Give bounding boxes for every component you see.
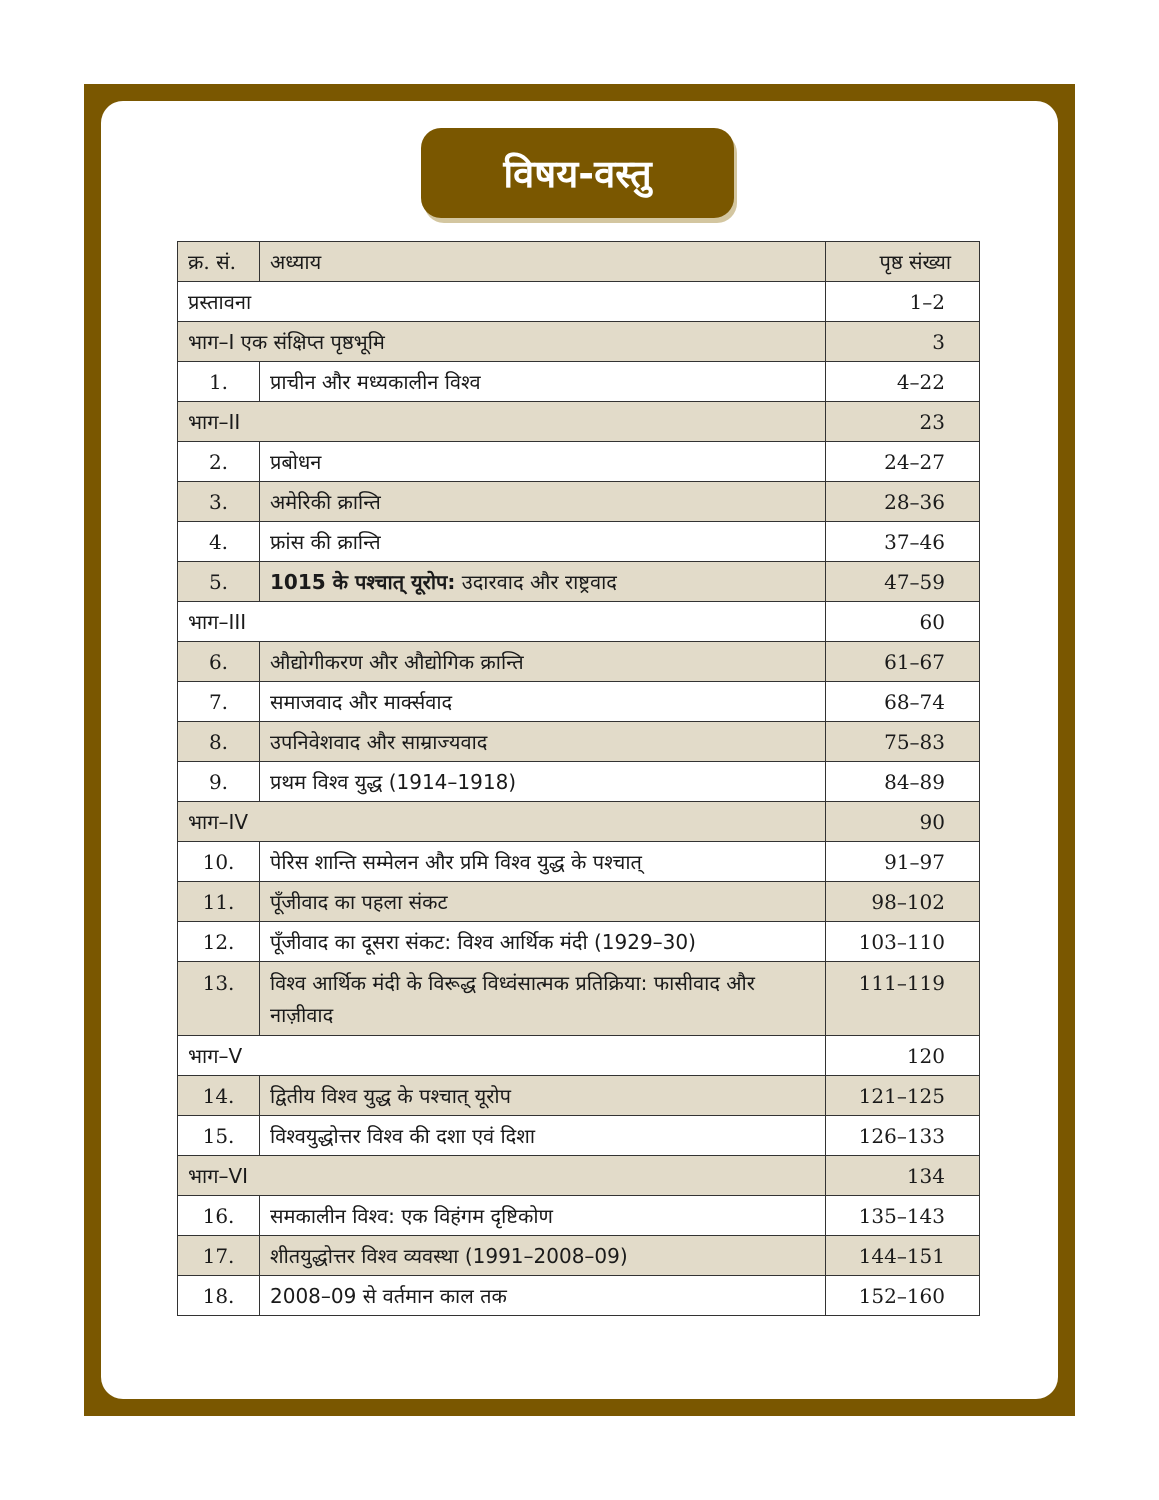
table-header-row [178, 242, 980, 282]
page-title: विषय-वस्तु [503, 152, 652, 196]
page-range: 3 [826, 322, 980, 362]
chapter-number: 16. [178, 1196, 260, 1236]
page-range: 37–46 [826, 522, 980, 562]
chapter-title [260, 522, 826, 562]
chapter-title [260, 762, 826, 802]
chapter-title-text: प्राचीन और मध्यकालीन विश्व [270, 369, 481, 394]
chapter-title-text: शीतयुद्धोत्तर विश्व व्यवस्था (1991–2008–09) [270, 1243, 628, 1268]
page-range: 24–27 [826, 442, 980, 482]
chapter-row [178, 562, 980, 602]
chapter-number: 8. [178, 722, 260, 762]
part-row [178, 1156, 980, 1196]
chapter-title [260, 642, 826, 682]
header-num: क्र. सं. [178, 242, 260, 282]
chapter-title-text: फ्रांस की क्रान्ति [270, 529, 381, 554]
chapter-title [260, 482, 826, 522]
chapter-row [178, 962, 980, 1036]
part-row [178, 802, 980, 842]
chapter-number: 12. [178, 922, 260, 962]
page-range: 126–133 [826, 1116, 980, 1156]
page-range: 121–125 [826, 1076, 980, 1116]
chapter-row [178, 642, 980, 682]
chapter-number: 6. [178, 642, 260, 682]
chapter-row [178, 482, 980, 522]
page-range: 120 [826, 1036, 980, 1076]
chapter-title [260, 842, 826, 882]
page-range: 75–83 [826, 722, 980, 762]
chapter-title-text: अमेरिकी क्रान्ति [270, 489, 381, 514]
chapter-row [178, 922, 980, 962]
chapter-row [178, 1236, 980, 1276]
chapter-title [260, 362, 826, 402]
chapter-row [178, 682, 980, 722]
chapter-number: 11. [178, 882, 260, 922]
chapter-row [178, 522, 980, 562]
chapter-title-text: द्वितीय विश्व युद्ध के पश्चात् यूरोप [270, 1083, 511, 1108]
chapter-row [178, 842, 980, 882]
chapter-row [178, 882, 980, 922]
part-label: भाग–V [178, 1036, 826, 1076]
chapter-title [260, 962, 826, 1036]
chapter-number: 18. [178, 1276, 260, 1316]
chapter-title [260, 922, 826, 962]
chapter-title-text: समाजवाद और मार्क्सवाद [270, 689, 453, 714]
chapter-row [178, 1076, 980, 1116]
page-range: 98–102 [826, 882, 980, 922]
chapter-title-text: पूँजीवाद का दूसरा संकट: विश्व आर्थिक मंदी (1929–30) [270, 929, 696, 954]
page-range: 152–160 [826, 1276, 980, 1316]
page-range: 134 [826, 1156, 980, 1196]
chapter-number: 13. [178, 962, 260, 1036]
chapter-row [178, 442, 980, 482]
chapter-number: 9. [178, 762, 260, 802]
chapter-number: 4. [178, 522, 260, 562]
chapter-title [260, 1076, 826, 1116]
chapter-title-text: औद्योगीकरण और औद्योगिक क्रान्ति [270, 649, 524, 674]
chapter-title [260, 1116, 826, 1156]
chapter-row [178, 1116, 980, 1156]
page-range: 23 [826, 402, 980, 442]
chapter-number: 1. [178, 362, 260, 402]
chapter-number: 15. [178, 1116, 260, 1156]
chapter-title-text: समकालीन विश्व: एक विहंगम दृष्टिकोण [270, 1203, 553, 1228]
chapter-title [260, 1196, 826, 1236]
chapter-row [178, 1276, 980, 1316]
page-range: 28–36 [826, 482, 980, 522]
chapter-title-text: प्रथम विश्व युद्ध (1914–1918) [270, 769, 517, 794]
page-range: 84–89 [826, 762, 980, 802]
chapter-number: 10. [178, 842, 260, 882]
part-label: भाग–I एक संक्षिप्त पृष्ठभूमि [178, 322, 826, 362]
part-row [178, 402, 980, 442]
chapter-title [260, 1276, 826, 1316]
part-label: भाग–IV [178, 802, 826, 842]
part-label: भाग–III [178, 602, 826, 642]
chapter-title-text: पूँजीवाद का पहला संकट [270, 889, 448, 914]
chapter-title-text: उपनिवेशवाद और साम्राज्यवाद [270, 729, 488, 754]
chapter-number: 7. [178, 682, 260, 722]
part-row [178, 602, 980, 642]
title-banner [421, 128, 734, 218]
chapter-number: 5. [178, 562, 260, 602]
part-row [178, 1036, 980, 1076]
chapter-title [260, 562, 826, 602]
page-range: 91–97 [826, 842, 980, 882]
page-range: 135–143 [826, 1196, 980, 1236]
part-label: प्रस्तावना [178, 282, 826, 322]
chapter-title-text: पेरिस शान्ति सम्मेलन और प्रमि विश्व युद्ध के पश्चात् [270, 849, 642, 874]
part-row [178, 322, 980, 362]
page-range: 68–74 [826, 682, 980, 722]
part-row [178, 282, 980, 322]
chapter-number: 2. [178, 442, 260, 482]
chapter-title-text: प्रबोधन [270, 449, 322, 474]
page-range: 144–151 [826, 1236, 980, 1276]
chapter-title-text: 2008–09 से वर्तमान काल तक [270, 1283, 507, 1308]
chapter-number: 3. [178, 482, 260, 522]
chapter-title [260, 722, 826, 762]
chapter-title-text: विश्वयुद्धोत्तर विश्व की दशा एवं दिशा [270, 1123, 536, 1148]
header-chapter: अध्याय [260, 242, 826, 282]
chapter-row [178, 762, 980, 802]
chapter-number: 14. [178, 1076, 260, 1116]
chapter-title [260, 1236, 826, 1276]
chapter-title [260, 682, 826, 722]
page-range: 90 [826, 802, 980, 842]
page-range: 103–110 [826, 922, 980, 962]
part-label: भाग–II [178, 402, 826, 442]
page-range: 47–59 [826, 562, 980, 602]
chapter-row [178, 722, 980, 762]
chapter-row [178, 1196, 980, 1236]
chapter-title-text: विश्व आर्थिक मंदी के विरूद्ध विध्वंसात्मक प्रतिक्रिया: फासीवाद और नाज़ीवाद [270, 970, 755, 1027]
chapter-row [178, 362, 980, 402]
page-range: 4–22 [826, 362, 980, 402]
header-page: पृष्ठ संख्या [826, 242, 980, 282]
chapter-title [260, 882, 826, 922]
page-range: 111–119 [826, 962, 980, 1036]
chapter-title-bold: 1015 के पश्चात् यूरोप: [270, 569, 456, 594]
page-range: 60 [826, 602, 980, 642]
chapter-title [260, 442, 826, 482]
contents-table [177, 241, 980, 1316]
page-range: 1–2 [826, 282, 980, 322]
chapter-number: 17. [178, 1236, 260, 1276]
part-label: भाग–VI [178, 1156, 826, 1196]
chapter-title-text: उदारवाद और राष्ट्रवाद [455, 569, 617, 594]
page-range: 61–67 [826, 642, 980, 682]
